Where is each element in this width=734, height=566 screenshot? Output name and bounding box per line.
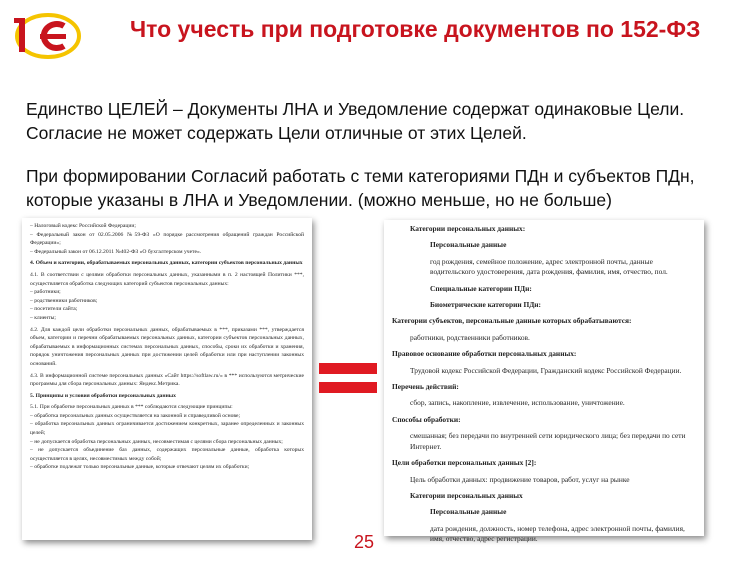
policy-line: – Налоговый кодекс Российской Федерации; <box>30 223 136 229</box>
notification-line: Перечень действий: <box>392 382 459 392</box>
policy-line: 4.3. В информационной системе персональных данных «Сайт https://softlaw.ru/» в *** используются метрические программы для сбора персональных данных: Яндекс.Метрика. <box>30 372 304 388</box>
page-number: 25 <box>354 532 375 552</box>
notification-line: Персональные данные <box>430 507 507 517</box>
equals-sign <box>319 363 377 401</box>
notification-line: Категории субъектов, персональные данные которых обрабатываются: <box>392 316 632 326</box>
notification-line: Персональные данные <box>430 240 507 250</box>
policy-line: – родственники работников; <box>30 297 98 304</box>
policy-line: 4.2. Для каждой цели обработки персональных данных, обрабатываемых в ***, приказами ***, утверждается объем, категории и перечни обрабатываемых персональных данных, категории субъектов персональных данных, обрабатываемых в информационных системах персональных данных, способы, сроки их обработки и хранения, порядок уничтожения персональных данных при достижении целей обработки или при наступлении законных оснований. <box>30 326 304 367</box>
notification-line: смешанная; без передачи по внутренней сети юридического лица; без передачи по сети Интернет. <box>410 431 686 451</box>
policy-line: – клиенты; <box>30 314 56 321</box>
policy-line: – обработке подлежат только персональные данные, которые отвечают целям их обработки; <box>30 464 250 471</box>
policy-line: – работники; <box>30 289 61 296</box>
notification-line: Биометрические категории ПДн: <box>430 300 542 310</box>
paragraph-consents: При формировании Согласий работать с теми категориями ПДн и субъектов ПДн, которые указаны в ЛНА и Уведомлении. (можно меньше, но не больше) <box>26 166 695 210</box>
notification-line: год рождения, семейное положение, адрес электронной почты, данные водительского удостоверения, дата рождения, фамилия, имя, отчество, пол. <box>430 256 668 277</box>
1c-logo <box>12 12 80 60</box>
notification-line: Правовое основание обработки персональных данных: <box>392 349 577 359</box>
policy-line: – Федеральный закон от 06.12.2011 №402-ФЗ «О бухгалтерском учете». <box>30 248 202 255</box>
policy-line: – посетители сайта; <box>30 306 78 313</box>
notification-line: Цели обработки персональных данных [2]: <box>392 458 537 468</box>
notification-document-excerpt <box>384 220 704 544</box>
notification-line: Категории персональных данных <box>410 490 523 500</box>
policy-line: 4.1. В соответствии с целями обработки персональных данных, указанными в п. 2 настоящей Политики ***, осуществляется обработка следующих категорий субъектов персональных данных: <box>30 271 304 287</box>
policy-document-excerpt <box>22 218 312 540</box>
policy-line: – Федеральный закон от 02.05.2006 №59-ФЗ «О порядке рассмотрения обращений граждан Российской Федерации»; <box>30 231 304 247</box>
slide-title: Что учесть при подготовке документов по 152-ФЗ <box>130 16 701 42</box>
policy-line: – обработка персональных данных осуществляется на законной и справедливой основе; <box>30 412 241 419</box>
policy-line: 5.1. При обработке персональных данных в *** соблюдаются следующие принципы: <box>30 404 233 411</box>
notification-line: Специальные категории ПДн: <box>430 283 532 293</box>
notification-line: дата рождения, должность, номер телефона, адрес электронной почты, фамилия, имя, отчество, адрес регистрации. <box>430 523 685 544</box>
policy-line: – обработка персональных данных ограничивается достижением конкретных, заранее определенных и законных целей; <box>30 421 304 437</box>
paragraph-unity-of-purposes: Единство ЦЕЛЕЙ – Документы ЛНА и Уведомление содержат одинаковые Цели. Согласие не может содержать Цели отличные от этих Целей. <box>26 99 685 143</box>
notification-line: Трудовой кодекс Российской Федерации, Гражданский кодекс Российской Федерации. <box>410 365 682 375</box>
policy-line: 5. Принципы и условия обработки персональных данных <box>30 392 176 399</box>
notification-line: работники, родственники работников. <box>410 332 530 342</box>
policy-line: – не допускается обработка персональных данных, несовместимая с целями сбора персональных данных; <box>30 438 283 445</box>
notification-line: сбор, запись, накопление, извлечение, использование, уничтожение. <box>410 398 625 408</box>
notification-line: Категории персональных данных: <box>410 224 526 233</box>
policy-line: – не допускается объединение баз данных, содержащих персональные данные, обработка которых осуществляется в целях, несовместимых между собой; <box>30 447 304 462</box>
notification-line: Цель обработки данных: продвижение товаров, работ, услуг на рынке <box>410 474 630 484</box>
policy-line: 4. Объем и категории, обрабатываемых персональных данных, категории субъектов персональных данных <box>30 260 303 267</box>
notification-line: Способы обработки: <box>392 414 461 424</box>
